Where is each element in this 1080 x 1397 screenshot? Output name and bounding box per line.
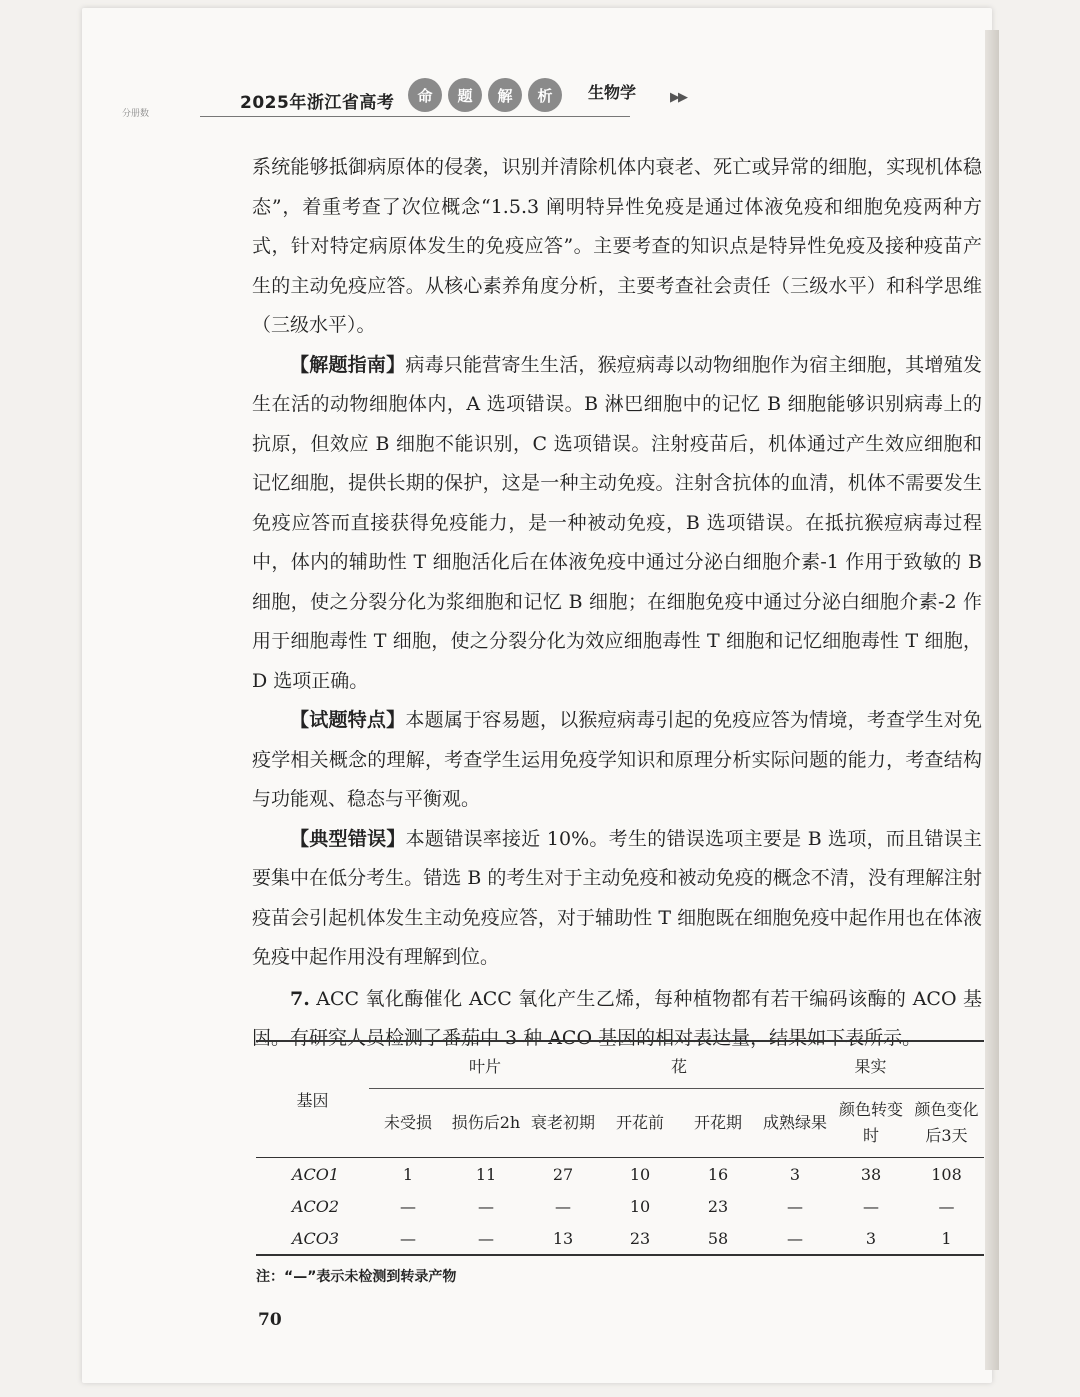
table-cell: 13	[552, 1228, 574, 1248]
paragraph-solution-guide	[252, 346, 982, 702]
table-cell: 38	[860, 1164, 882, 1184]
header-exam-title: 2025年浙江省高考	[240, 93, 395, 113]
table-cell: 58	[707, 1228, 729, 1248]
paragraph-continued: 系统能够抵御病原体的侵袭，识别并清除机体内衰老、死亡或异常的细胞，实现机体稳态”，着重考查了次位概念“1.5.3 阐明特异性免疫是通过体液免疫和细胞免疫两种方式，针对特定病原体发生的免疫应答”。主要考查的知识点是特异性免疫及接种疫苗产生的主动免疫应答。从核心素养角度分析，主要考查社会责任（三级水平）和科学思维（三级水平）。	[252, 156, 982, 336]
table-note: 注：“—”表示未检测到转录产物	[256, 1269, 457, 1285]
section-tag: 【典型错误】	[290, 827, 406, 850]
group-header-fruit: 果实	[757, 1041, 984, 1089]
table-cell: —	[555, 1196, 571, 1216]
paragraph-question-features	[252, 701, 982, 820]
table-cell: 108	[931, 1164, 962, 1184]
header-badge: 题	[448, 78, 482, 112]
table-cell: 27	[552, 1164, 574, 1184]
table-cell: 1	[402, 1164, 414, 1184]
header-badges	[408, 78, 562, 112]
table-cell: 3	[789, 1164, 801, 1184]
running-header	[122, 74, 720, 130]
section-tag: 【试题特点】	[290, 709, 406, 731]
sub-header: 颜色转变时	[838, 1100, 903, 1145]
table-row	[256, 1190, 984, 1222]
table-cell: —	[863, 1196, 879, 1216]
group-header-leaf: 叶片	[369, 1041, 601, 1089]
sub-header: 损伤后2h	[451, 1113, 521, 1132]
expression-table-block	[256, 1040, 984, 1286]
group-header-flower: 花	[601, 1041, 757, 1089]
expression-table	[256, 1040, 984, 1256]
gene-name: ACO3	[292, 1228, 340, 1248]
header-badge: 命	[408, 78, 442, 112]
book-binding	[985, 30, 999, 1370]
table-cell: 23	[629, 1228, 651, 1248]
header-badge: 解	[488, 78, 522, 112]
table-cell: 11	[475, 1164, 497, 1184]
table-row	[256, 1158, 984, 1191]
page-number: 70	[258, 1310, 282, 1330]
paragraph-typical-errors	[252, 820, 982, 978]
sub-header: 开花前	[615, 1113, 664, 1132]
table-cell: —	[787, 1196, 803, 1216]
sub-header: 开花期	[693, 1113, 742, 1132]
table-cell: 1	[941, 1228, 952, 1248]
table-cell: 10	[629, 1196, 651, 1216]
table-cell: —	[938, 1196, 955, 1216]
table-cell: 10	[629, 1164, 651, 1184]
table-cell: —	[400, 1196, 416, 1216]
header-rule	[200, 116, 630, 117]
page-body	[252, 148, 982, 1059]
sub-header: 衰老初期	[530, 1113, 595, 1132]
table-cell: 16	[707, 1164, 729, 1184]
gene-column-header: 基因	[296, 1091, 329, 1110]
table-cell: 3	[865, 1228, 877, 1248]
section-tag: 【解题指南】	[290, 353, 406, 376]
gene-name: ACO2	[292, 1196, 340, 1216]
header-badge: 析	[528, 78, 562, 112]
sub-header: 成熟绿果	[762, 1113, 827, 1132]
header-subject: 生物学	[588, 83, 637, 102]
double-arrow-icon: ▶▶	[670, 90, 686, 105]
question-number: 7.	[290, 987, 310, 1010]
sub-header: 颜色变化后3天	[914, 1100, 979, 1145]
table-cell: —	[478, 1196, 494, 1216]
table-cell: 23	[707, 1196, 729, 1216]
header-small-label: 分册数	[122, 109, 150, 119]
paragraph-text: 本题错误率接近 10%。考生的错误选项主要是 B 选项，而且错误主要集中在低分考生。错选 B 的考生对于主动免疫和被动免疫的概念不清，没有理解注射疫苗会引起机体发生主动免疫应答，对于辅助性 T 细胞既在细胞免疫中起作用也在体液免疫中起作用没有理解到位。	[252, 827, 982, 968]
sub-header: 未受损	[383, 1113, 432, 1132]
question-text: ACC 氧化酶催化 ACC 氧化产生乙烯，每种植物都有若干编码该酶的 ACO 基因。有研究人员检测了番茄中 3 种 ACO 基因的相对表达量，结果如下表所示。	[252, 987, 982, 1049]
paragraph-text: 本题属于容易题，以猴痘病毒引起的免疫应答为情境，考查学生对免疫学相关概念的理解，考查学生运用免疫学知识和原理分析实际问题的能力，考查结构与功能观、稳态与平衡观。	[252, 709, 982, 810]
table-row	[256, 1222, 984, 1255]
gene-name: ACO1	[292, 1164, 340, 1184]
table-cell: —	[787, 1228, 803, 1248]
table-cell: —	[478, 1228, 494, 1248]
table-cell: —	[400, 1228, 416, 1248]
paragraph-text: 病毒只能营寄生生活，猴痘病毒以动物细胞作为宿主细胞，其增殖发生在活的动物细胞体内，A 选项错误。B 淋巴细胞中的记忆 B 细胞能够识别病毒上的抗原，但效应 B 细胞不能识别，C 选项错误。注射疫苗后，机体通过产生效应细胞和记忆细胞，提供长期的保护，这是一种主动免疫。注射含抗体的血清，机体不需要发生免疫应答而直接获得免疫能力，是一种被动免疫，B 选项错误。在抵抗猴痘病毒过程中，体内的辅助性 T 细胞活化后在体液免疫中通过分泌白细胞介素-1 作用于致敏的 B 细胞，使之分裂分化为浆细胞和记忆 B 细胞；在细胞免疫中通过分泌白细胞介素-2 作用于细胞毒性 T 细胞，使之分裂分化为效应细胞毒性 T 细胞和记忆细胞毒性 T 细胞，D 选项正确。	[252, 353, 982, 692]
